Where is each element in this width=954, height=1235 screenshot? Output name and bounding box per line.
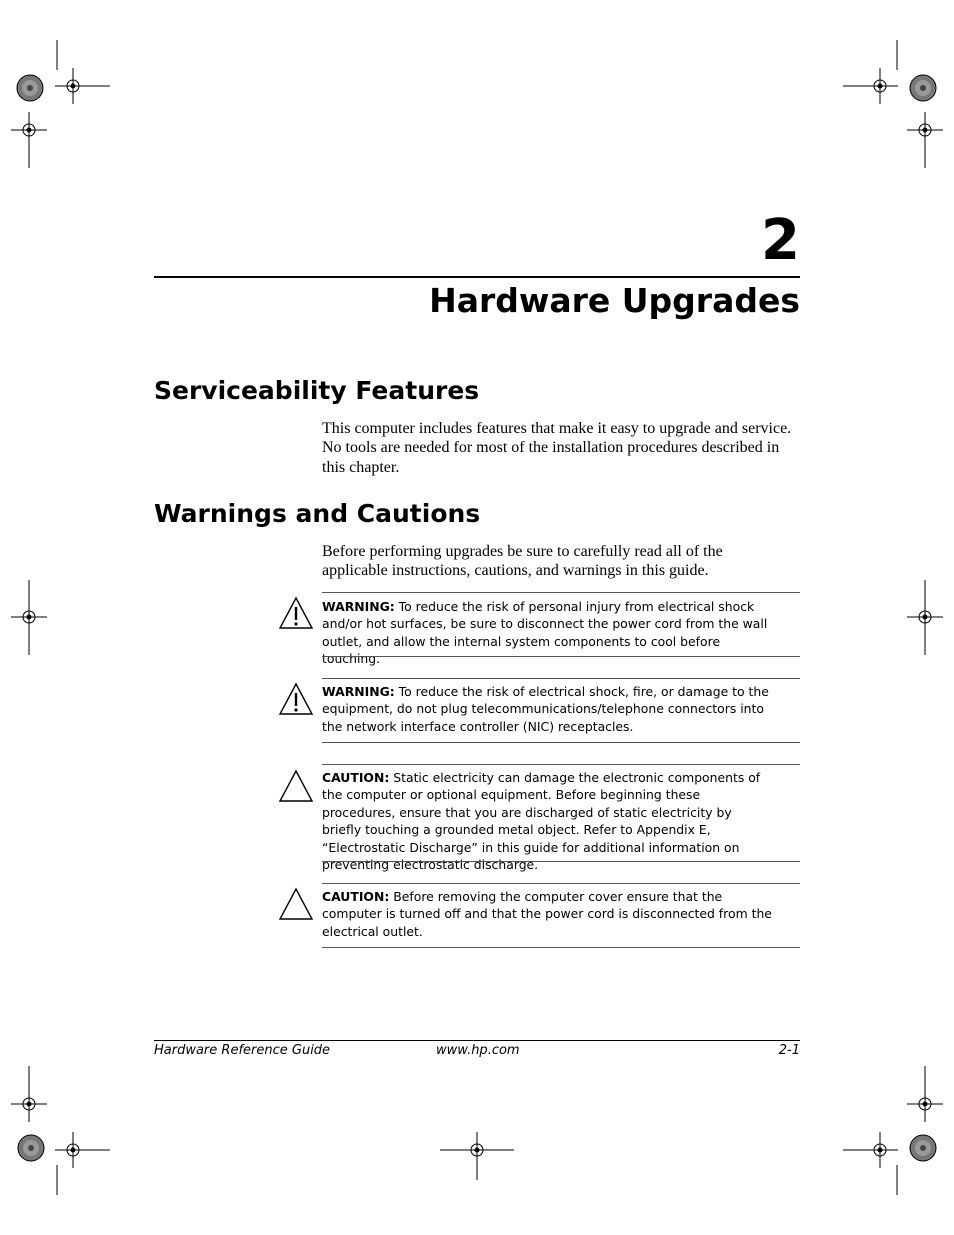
notice-body: Static electricity can damage the electronic components of the computer or optional equipment. Before beginning these procedures, ensure that you are discharged of static electricity by briefly touching a grounded metal object. Refer to Appendix E, “Electrostatic Discharge” in this guide for additional information on preventing electrostatic discharge. — [322, 770, 761, 873]
notice-divider-bottom — [322, 947, 800, 948]
notice-divider-top — [322, 678, 800, 679]
section-heading-warnings: Warnings and Cautions — [154, 499, 481, 528]
section-heading-serviceability: Serviceability Features — [154, 376, 480, 405]
notice-divider-top — [322, 764, 800, 765]
notice-divider-top — [322, 883, 800, 884]
section-paragraph-serviceability: This computer includes features that make it easy to upgrade and service. No tools are needed for most of the installation procedures described in this chapter. — [322, 420, 792, 476]
notice-divider-top — [322, 592, 800, 593]
warning-triangle-icon — [278, 596, 314, 630]
notice-text — [322, 598, 772, 668]
caution-triangle-icon — [278, 887, 314, 921]
footer-page-number: 2-1 — [778, 1043, 800, 1058]
notice-label: CAUTION: — [322, 889, 390, 904]
warning-triangle-icon — [278, 682, 314, 716]
notice-caution-cover — [278, 883, 800, 949]
notice-warning-shock — [278, 592, 800, 667]
notice-divider-bottom — [322, 742, 800, 743]
footer-guide-title: Hardware Reference Guide — [154, 1043, 331, 1058]
notice-body: To reduce the risk of personal injury from electrical shock and/or hot surfaces, be sure to disconnect the power cord from the wall outlet, and allow the internal system components to cool before touching. — [322, 599, 768, 667]
notice-divider-bottom — [322, 656, 800, 657]
notice-label: WARNING: — [322, 599, 395, 614]
section-paragraph-warnings: Before performing upgrades be sure to carefully read all of the applicable instructions, cautions, and warnings in this guide. — [322, 543, 723, 580]
notice-body: Before removing the computer cover ensure that the computer is turned off and that the power cord is disconnected from the electrical outlet. — [322, 889, 772, 939]
footer-website: www.hp.com — [436, 1043, 520, 1058]
notice-text — [322, 888, 772, 940]
notice-label: CAUTION: — [322, 770, 390, 785]
footer-divider — [154, 1040, 800, 1041]
notice-body: To reduce the risk of electrical shock, fire, or damage to the equipment, do not plug telecommunications/telephone connectors into the network interface controller (NIC) receptacles. — [322, 684, 769, 734]
chapter-number: 2 — [761, 208, 800, 273]
notice-text — [322, 769, 772, 873]
notice-caution-static — [278, 764, 800, 873]
notice-label: WARNING: — [322, 684, 395, 699]
notice-text — [322, 683, 772, 735]
notice-divider-bottom — [322, 861, 800, 862]
caution-triangle-icon — [278, 769, 314, 803]
notice-warning-nic — [278, 678, 800, 744]
chapter-title: Hardware Upgrades — [429, 281, 800, 320]
